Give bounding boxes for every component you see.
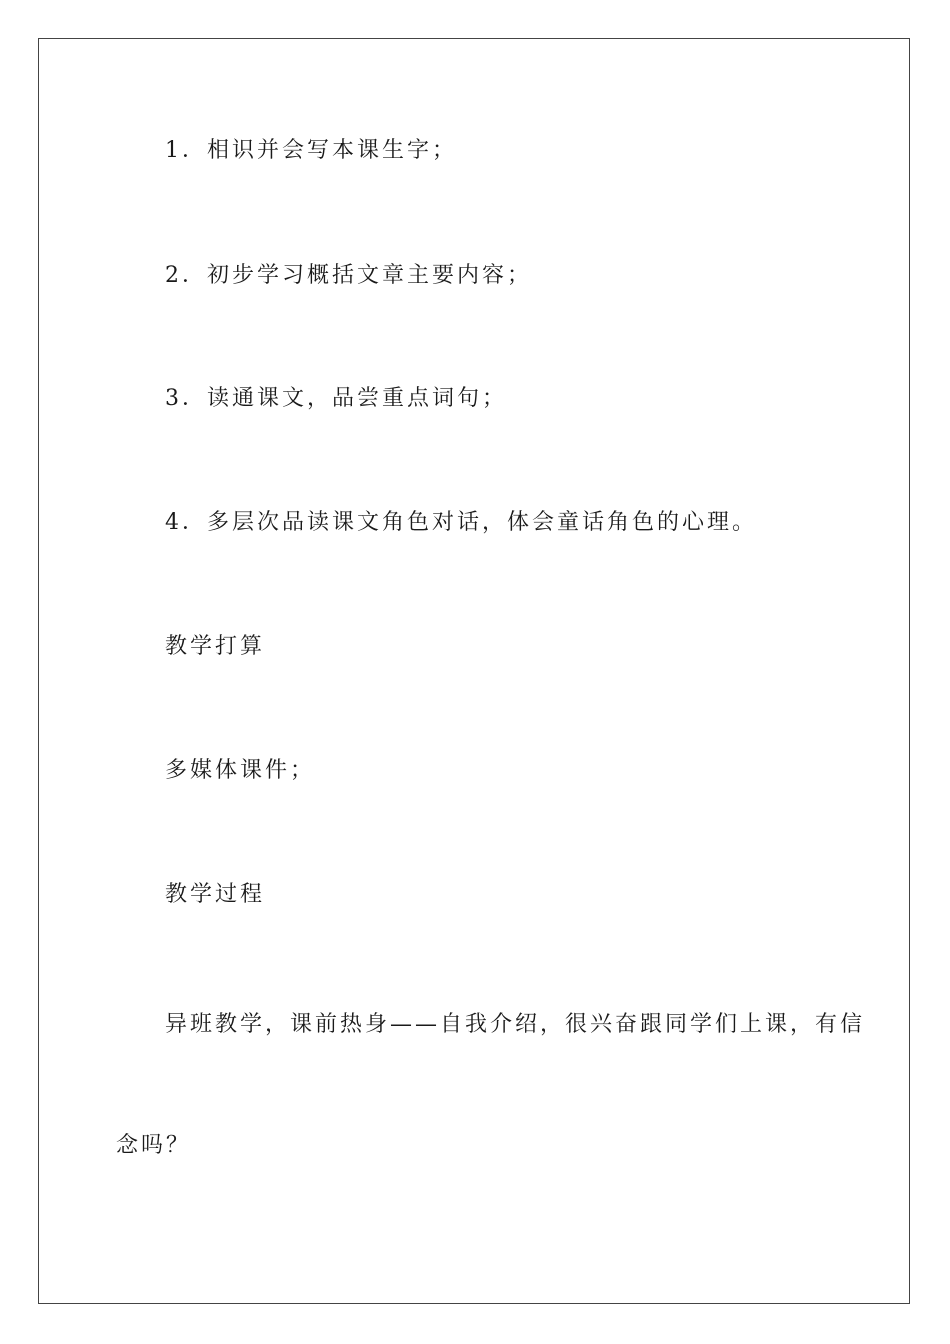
prep-item-multimedia: 多媒体课件； (165, 758, 316, 783)
objective-1: 1．相识并会写本课生字； (165, 138, 457, 163)
heading-teaching-process: 教学过程 (165, 882, 266, 907)
page-border (38, 38, 910, 1304)
objective-3: 3．读通课文，品尝重点词句； (165, 386, 507, 411)
process-paragraph-line-1: 异班教学，课前热身——自我介绍，很兴奋跟同学们上课，有信 (165, 1012, 866, 1037)
heading-teaching-prep: 教学打算 (165, 634, 266, 659)
process-paragraph-line-2: 念吗？ (116, 1133, 192, 1158)
objective-2: 2．初步学习概括文章主要内容； (165, 263, 532, 288)
objective-4: 4．多层次品读课文角色对话，体会童话角色的心理。 (165, 510, 757, 535)
